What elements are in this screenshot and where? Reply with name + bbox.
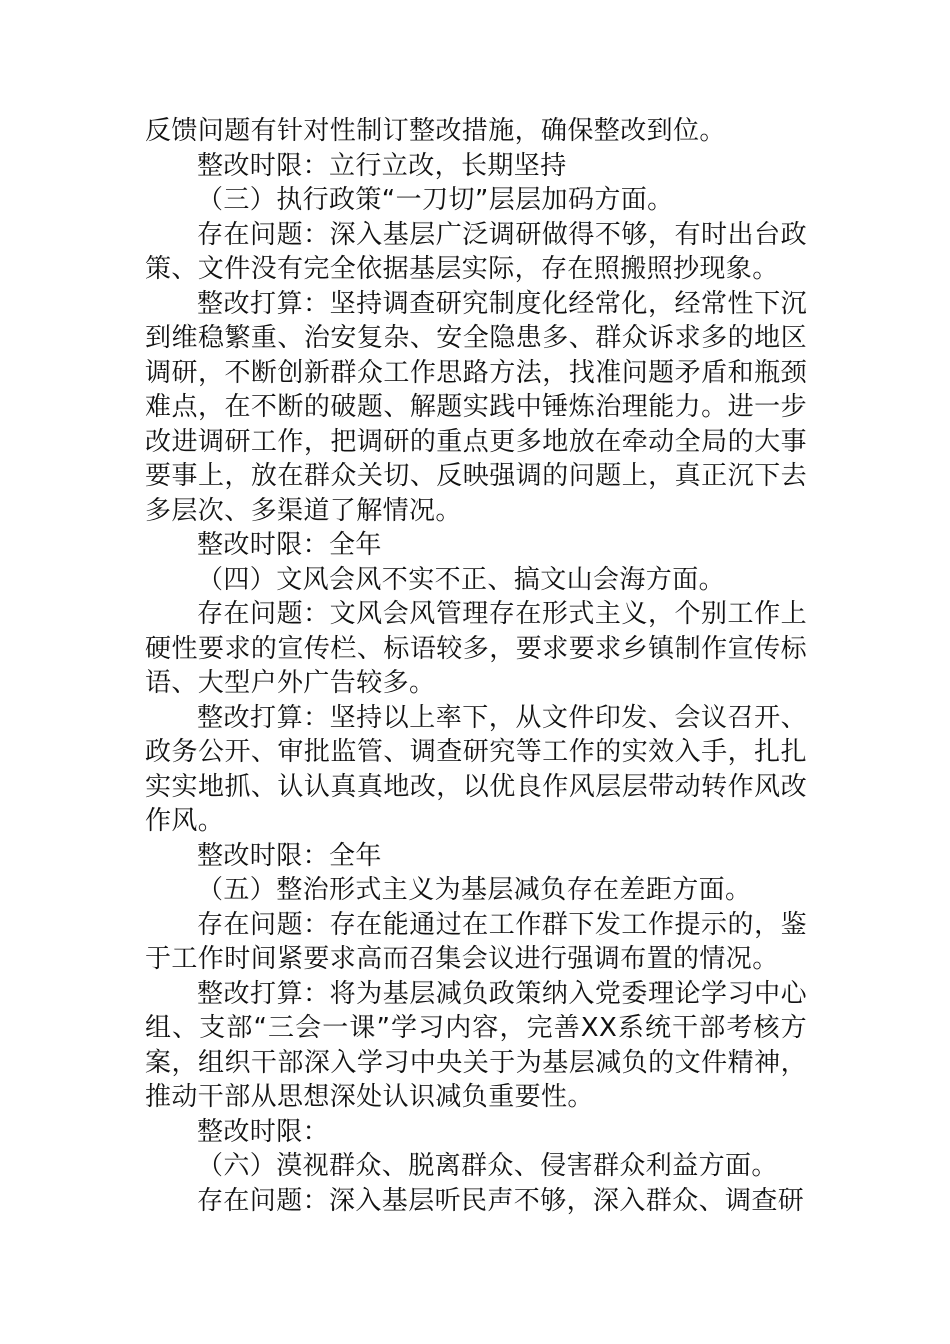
section-heading-3: （三）执行政策“一刀切”层层加码方面。 — [197, 185, 674, 215]
paragraph-continuation: 反馈问题有针对性制订整改措施，确保整改到位。 — [145, 116, 726, 146]
paragraph-plan-5: 整改打算：将为基层减负政策纳入党委理论学习中心组、支部“三会一课”学习内容，完善XX系统干部考核方案，组织干部深入学习中央关于为基层减负的文件精神，推动干部从思想深处认识减负重要性。 — [145, 978, 807, 1112]
paragraph-deadline-2: 整改时限：立行立改，长期坚持 — [197, 150, 567, 181]
paragraph-problem-5: 存在问题：存在能通过在工作群下发工作提示的，鉴于工作时间紧要求高而召集会议进行强调布置的情况。 — [145, 909, 807, 974]
document-body — [145, 114, 807, 1218]
paragraph-deadline-4: 整改时限：全年 — [197, 840, 382, 871]
paragraph-plan-3: 整改打算：坚持调查研究制度化经常化，经常性下沉到维稳繁重、治安复杂、安全隐患多、群众诉求多的地区调研，不断创新群众工作思路方法，找准问题矛盾和瓶颈难点，在不断的破题、解题实践中锤炼治理能力。进一步改进调研工作，把调研的重点更多地放在牵动全局的大事要事上，放在群众关切、反映强调的问题上，真正沉下去多层次、多渠道了解情况。 — [145, 288, 807, 526]
paragraph-problem-3: 存在问题：深入基层广泛调研做得不够，有时出台政策、文件没有完全依据基层实际，存在照搬照抄现象。 — [145, 219, 807, 284]
paragraph-plan-4: 整改打算：坚持以上率下，从文件印发、会议召开、政务公开、审批监管、调查研究等工作的实效入手，扎扎实实地抓、认认真真地改，以优良作风层层带动转作风改作风。 — [145, 702, 807, 836]
paragraph-deadline-3: 整改时限：全年 — [197, 530, 382, 560]
paragraph-problem-6: 存在问题：深入基层听民声不够，深入群众、调查研 — [197, 1185, 805, 1216]
paragraph-deadline-5: 整改时限： — [197, 1116, 330, 1147]
section-heading-4: （四）文风会风不实不正、搞文山会海方面。 — [197, 564, 726, 595]
section-heading-6: （六）漠视群众、脱离群众、侵害群众利益方面。 — [197, 1151, 778, 1181]
paragraph-problem-4: 存在问题：文风会风管理存在形式主义，个别工作上硬性要求的宣传栏、标语较多，要求要求乡镇制作宣传标语、大型户外广告较多。 — [145, 599, 807, 698]
section-heading-5: （五）整治形式主义为基层减负存在差距方面。 — [197, 875, 752, 905]
